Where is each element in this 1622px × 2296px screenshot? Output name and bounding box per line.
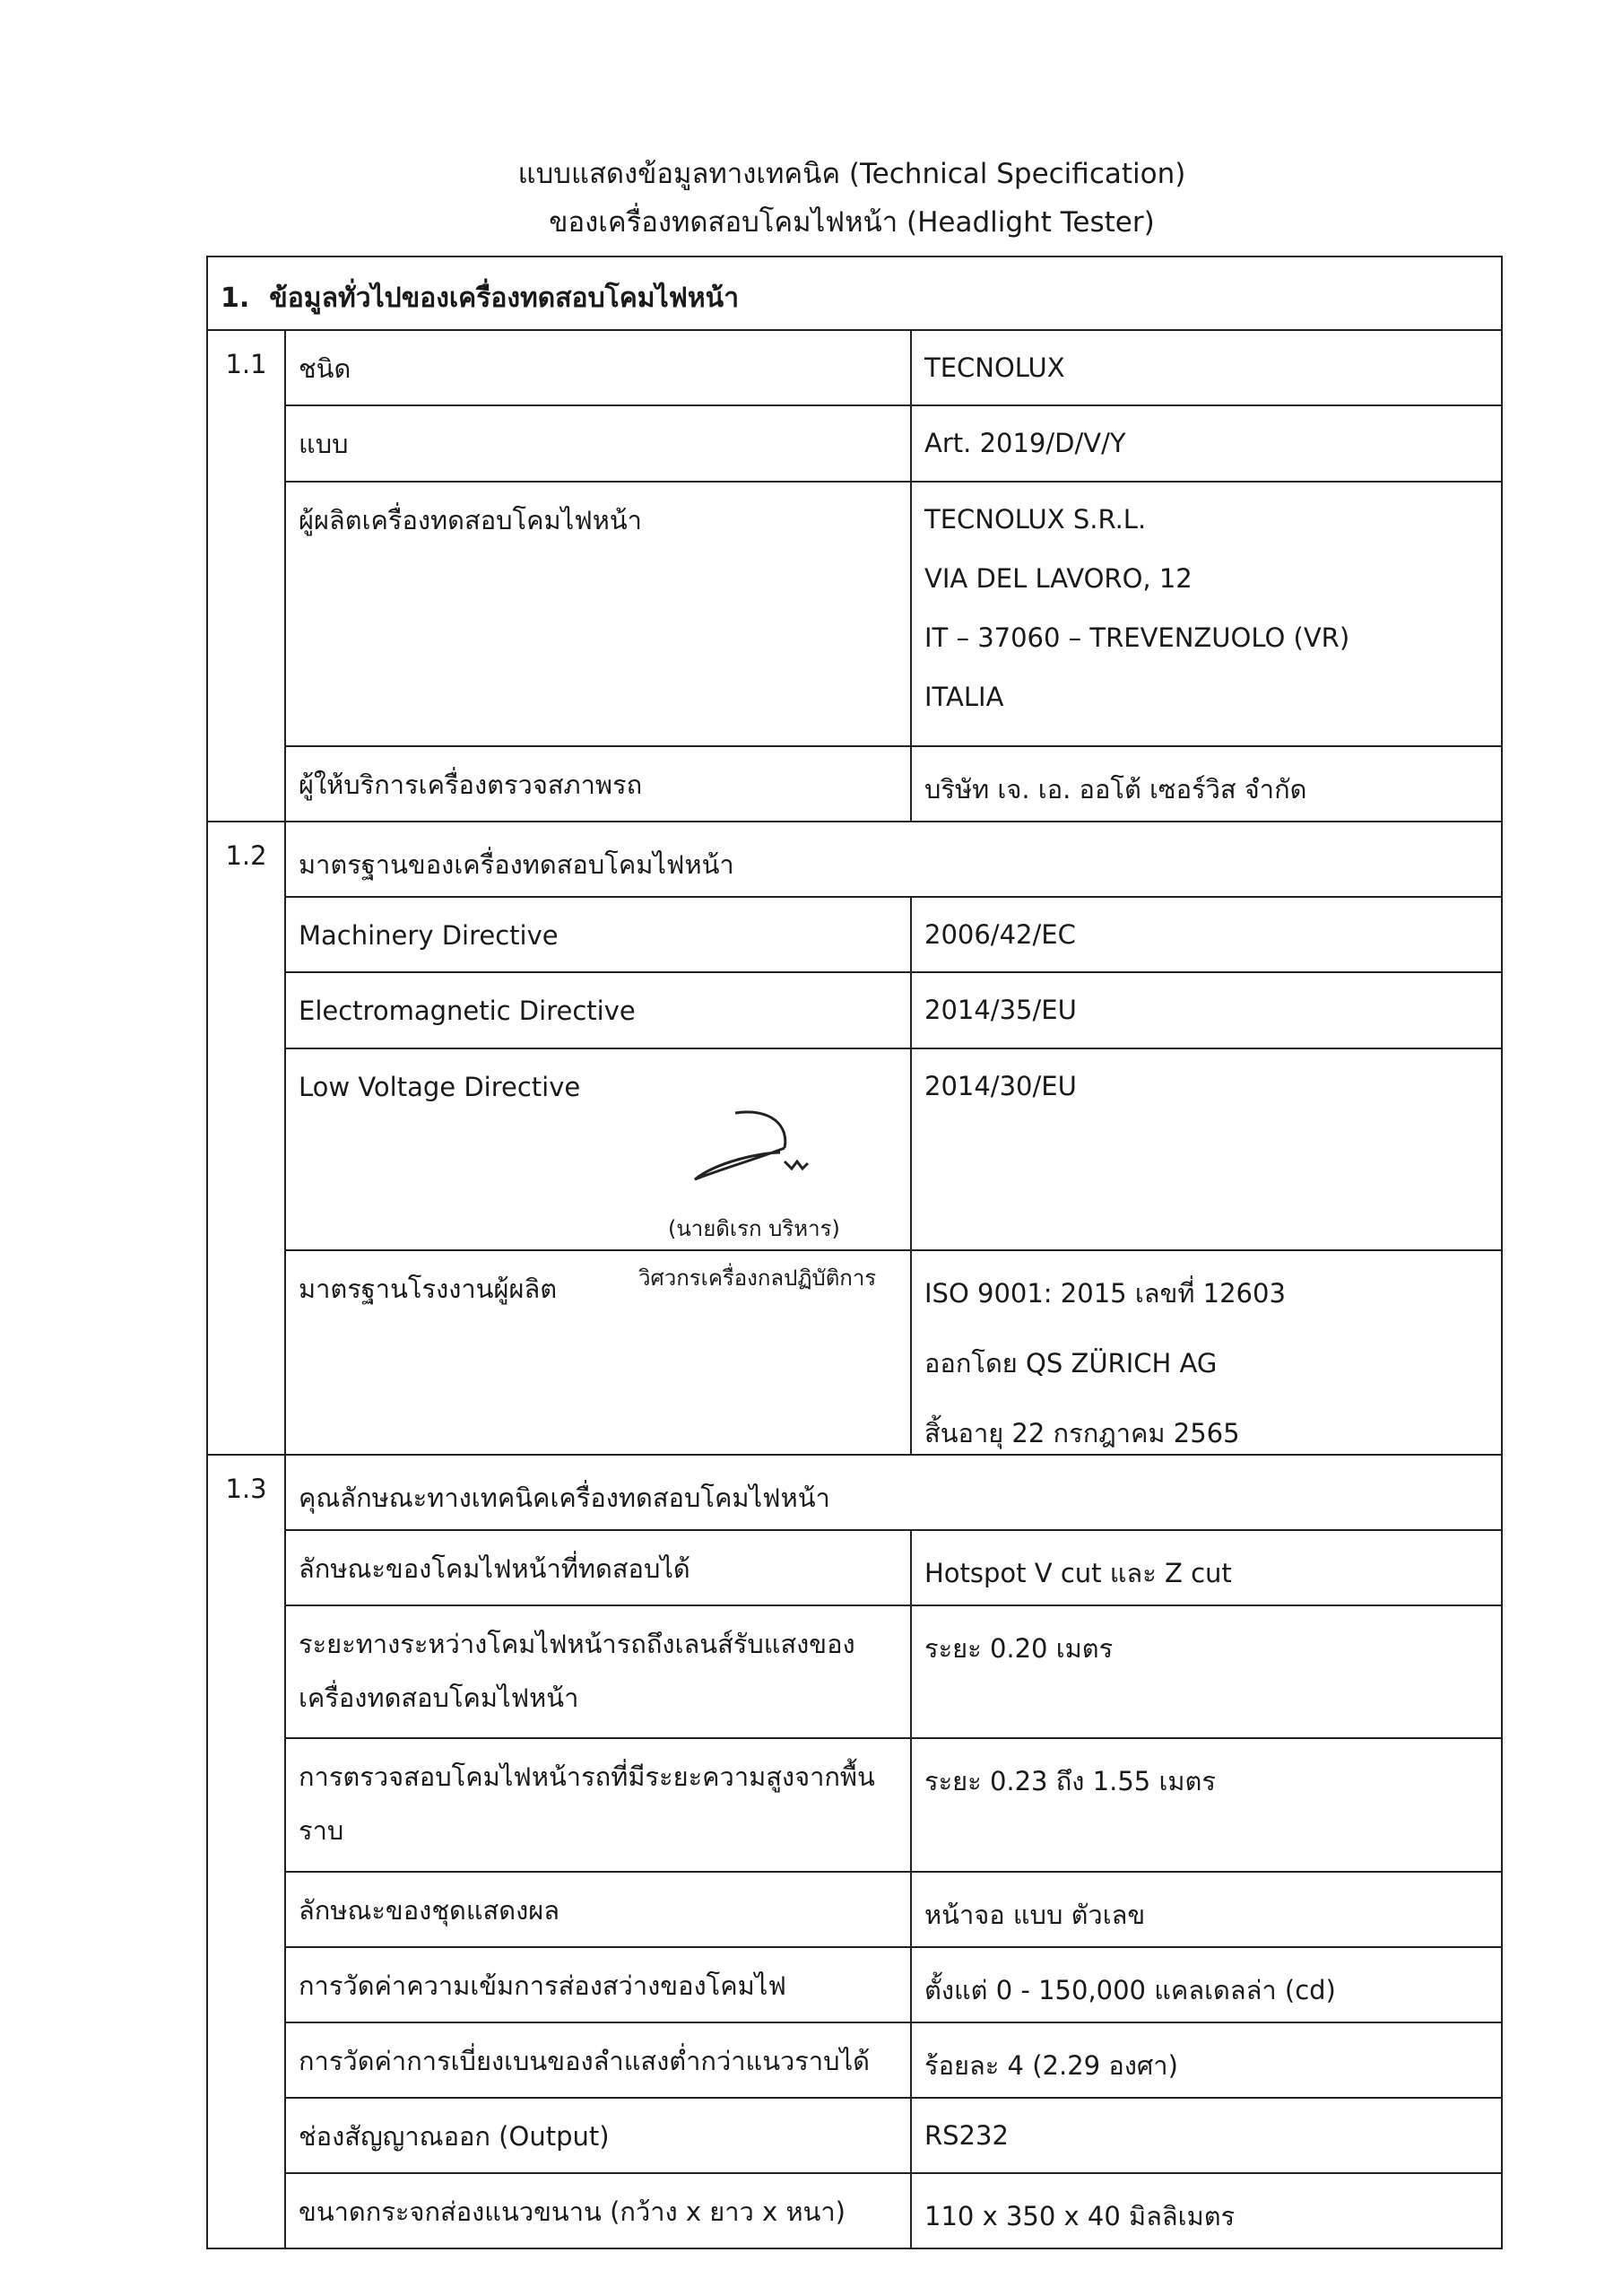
table-row — [207, 2022, 1502, 2098]
spec-value — [911, 1605, 1502, 1738]
group-title: คุณลักษณะทางเทคนิคเครื่องทดสอบโคมไฟหน้า — [285, 1455, 1502, 1530]
spec-value-line: RS232 — [924, 2120, 1009, 2151]
spec-label: ลักษณะของโคมไฟหน้าที่ทดสอบได้ — [285, 1530, 911, 1605]
section-title: ข้อมูลทั่วไปของเครื่องทดสอบโคมไฟหน้า — [269, 283, 740, 314]
spec-value — [911, 1530, 1502, 1605]
spec-value-line: TECNOLUX — [924, 352, 1065, 383]
spec-value-line: ISO 9001: 2015 เลขที่ 12603 — [924, 1278, 1286, 1309]
spec-value — [911, 405, 1502, 482]
spec-value-line: บริษัท เจ. เอ. ออโต้ เซอร์วิส จำกัด — [924, 774, 1307, 804]
spec-label: การวัดค่าการเบี่ยงเบนของลำแสงต่ำกว่าแนวราบได้ — [285, 2022, 911, 2098]
group-number: 1.1 — [207, 330, 285, 822]
signature-image — [681, 1108, 834, 1197]
spec-value — [911, 482, 1502, 746]
table-row — [207, 1048, 1502, 1250]
spec-value — [911, 1872, 1502, 1947]
spec-value — [911, 897, 1502, 972]
table-row — [207, 972, 1502, 1048]
spec-label: ลักษณะของชุดแสดงผล — [285, 1872, 911, 1947]
spec-label: การวัดค่าความเข้มการส่องสว่างของโคมไฟ — [285, 1947, 911, 2022]
spec-label: แบบ — [285, 405, 911, 482]
table-row — [207, 1872, 1502, 1947]
spec-value-line: ตั้งแต่ 0 - 150,000 แคลเดลล่า (cd) — [924, 1975, 1336, 2005]
group-number: 1.3 — [207, 1455, 285, 2248]
spec-value — [911, 330, 1502, 405]
spec-value-line: ระยะ 0.20 เมตร — [924, 1633, 1114, 1664]
spec-value-line: ร้อยละ 4 (2.29 องศา) — [924, 2050, 1178, 2081]
spec-value-line: 2014/35/EU — [924, 995, 1077, 1025]
signatory-name: (นายดิเรก บริหาร) — [668, 1216, 840, 1241]
group-number: 1.2 — [207, 822, 285, 1455]
spec-value-line: IT – 37060 – TREVENZUOLO (VR) — [924, 622, 1350, 653]
table-row — [207, 746, 1502, 822]
spec-label: ผู้ให้บริการเครื่องตรวจสภาพรถ — [285, 746, 911, 822]
spec-table — [206, 256, 1503, 2249]
section-header-row — [207, 257, 1502, 330]
spec-value — [911, 1738, 1502, 1872]
table-row — [207, 482, 1502, 746]
table-row — [207, 1605, 1502, 1738]
spec-label: Low Voltage Directive — [285, 1048, 911, 1250]
spec-label: มาตรฐานโรงงานผู้ผลิต — [285, 1250, 911, 1455]
spec-value-line: ระยะ 0.23 ถึง 1.55 เมตร — [924, 1766, 1216, 1796]
spec-value-line: สิ้นอายุ 22 กรกฎาคม 2565 — [924, 1418, 1240, 1448]
spec-value-line: ITALIA — [924, 682, 1004, 712]
spec-value — [911, 746, 1502, 822]
spec-label: การตรวจสอบโคมไฟหน้ารถที่มีระยะความสูงจากพื้นราบ — [285, 1738, 911, 1872]
spec-value — [911, 2098, 1502, 2173]
section-number: 1. — [221, 283, 250, 314]
spec-label: Machinery Directive — [285, 897, 911, 972]
document-title: แบบแสดงข้อมูลทางเทคนิค (Technical Specification) — [517, 158, 1186, 190]
spec-value — [911, 1947, 1502, 2022]
spec-value-line: VIA DEL LAVORO, 12 — [924, 563, 1193, 594]
group-title-row — [207, 822, 1502, 897]
table-row — [207, 330, 1502, 405]
table-row — [207, 2173, 1502, 2248]
table-row — [207, 1947, 1502, 2022]
group-title: มาตรฐานของเครื่องทดสอบโคมไฟหน้า — [285, 822, 1502, 897]
table-row — [207, 405, 1502, 482]
group-title-row — [207, 1455, 1502, 1530]
signatory-position: วิศวกรเครื่องกลปฏิบัติการ — [638, 1265, 877, 1291]
spec-label: ระยะทางระหว่างโคมไฟหน้ารถถึงเลนส์รับแสงของเครื่องทดสอบโคมไฟหน้า — [285, 1605, 911, 1738]
table-row — [207, 2098, 1502, 2173]
spec-value-line: 2014/30/EU — [924, 1071, 1077, 1101]
table-row — [207, 1530, 1502, 1605]
spec-value-line: 110 x 350 x 40 มิลลิเมตร — [924, 2201, 1236, 2231]
spec-value — [911, 1048, 1502, 1250]
spec-label: ผู้ผลิตเครื่องทดสอบโคมไฟหน้า — [285, 482, 911, 746]
spec-value-line: TECNOLUX S.R.L. — [924, 504, 1147, 535]
spec-value-line: Hotspot V cut และ Z cut — [924, 1558, 1232, 1588]
section-header — [207, 257, 1502, 330]
spec-label: ช่องสัญญาณออก (Output) — [285, 2098, 911, 2173]
spec-label: ขนาดกระจกส่องแนวขนาน (กว้าง x ยาว x หนา) — [285, 2173, 911, 2248]
spec-label: ชนิด — [285, 330, 911, 405]
spec-value — [911, 1250, 1502, 1455]
spec-value — [911, 972, 1502, 1048]
spec-value — [911, 2173, 1502, 2248]
spec-label: Electromagnetic Directive — [285, 972, 911, 1048]
spec-value-line: หน้าจอ แบบ ตัวเลข — [924, 1900, 1146, 1930]
document-subtitle: ของเครื่องทดสอบโคมไฟหน้า (Headlight Tester) — [549, 206, 1155, 239]
spec-value — [911, 2022, 1502, 2098]
table-row — [207, 1738, 1502, 1872]
spec-value-line: ออกโดย QS ZÜRICH AG — [924, 1348, 1218, 1378]
table-row — [207, 897, 1502, 972]
spec-value-line: 2006/42/EC — [924, 919, 1076, 950]
spec-value-line: Art. 2019/D/V/Y — [924, 428, 1126, 458]
